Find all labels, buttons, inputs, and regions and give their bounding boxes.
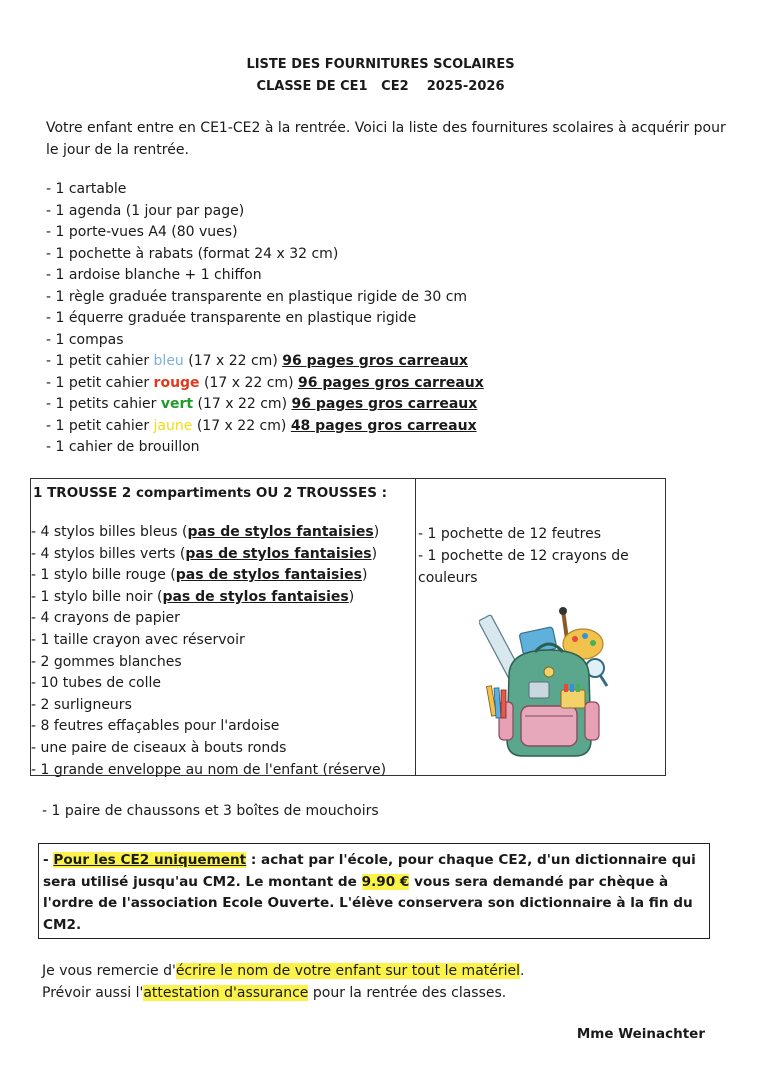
price-highlight: 9.90 € [361,873,410,890]
pen-item: - 4 stylos billes bleus (pas de stylos fantaisies) [31,524,380,540]
intro-paragraph: Votre enfant entre en CE1-CE2 à la rentrée. Voici la liste des fournitures scolaires à acquérir pour le jour de la rentrée. [46,120,726,158]
school-backpack-icon [479,606,619,764]
list-item: - 1 pochette à rabats (format 24 x 32 cm) [46,245,339,262]
list-item: - 1 cahier de brouillon [46,439,200,455]
pages-note: 96 pages gros carreaux [298,374,484,391]
pen-item: - 1 stylo bille noir (pas de stylos fantaisies) [31,588,355,605]
ce2-highlight: Pour les CE2 uniquement [53,852,247,868]
color-word-red: rouge [153,374,200,391]
column-divider [415,479,416,775]
notebook-item-green: - 1 petits cahier vert (17 x 22 cm) 96 pages gros carreaux [46,396,478,412]
list-item: - 2 surligneurs [31,696,132,713]
list-item: - 1 règle graduée transparente en plastique rigide de 30 cm [46,288,468,305]
pages-note: 96 pages gros carreaux [282,353,469,369]
pencil-case-box [30,478,666,776]
ce2-notice-box: - Pour les CE2 uniquement : achat par l'école, pour chaque CE2, d'un dictionnaire qui sera utilisé jusqu'au CM2. Le montant de 9.90 € vous sera demandé par chèque à l'ordre de l'association Ecole Ouverte. L'élève conservera son dictionnaire à la fin du CM2. [38,843,710,939]
list-item: - 1 grande enveloppe au nom de l'enfant (réserve) [31,761,387,778]
supplies-list [46,179,484,459]
list-item: - 1 taille crayon avec réservoir [31,631,245,648]
insurance-reminder: Prévoir aussi l'attestation d'assurance pour la rentrée des classes. [42,985,507,1001]
list-item: - 10 tubes de colle [31,675,161,692]
list-item: - 1 porte-vues A4 (80 vues) [46,224,238,240]
list-item: - 1 compas [46,331,124,348]
closing-notes [42,960,524,1004]
list-item: - 1 équerre graduée transparente en plastique rigide [46,310,417,326]
list-item: - 1 pochette de 12 feutres [418,526,602,542]
extra-item: - 1 paire de chaussons et 3 boîtes de mouchoirs [42,803,379,819]
name-reminder: Je vous remercie d'écrire le nom de votre enfant sur tout le matériel. [42,963,525,979]
page-title: LISTE DES FOURNITURES SCOLAIRES [246,57,515,72]
color-word-green: vert [160,396,194,412]
pen-item: - 1 stylo bille rouge (pas de stylos fantaisies) [31,567,368,584]
list-item: - 1 pochette de 12 crayons de couleurs [418,548,629,586]
page-subtitle: CLASSE DE CE1 CE2 2025-2026 [256,79,505,94]
notebook-item-blue: - 1 petit cahier bleu (17 x 22 cm) 96 pages gros carreaux [46,353,469,369]
colors-list [418,523,658,589]
list-item: - 1 agenda (1 jour par page) [46,202,245,219]
pencil-case-list [31,522,386,781]
pencil-case-heading: 1 TROUSSE 2 compartiments OU 2 TROUSSES : [33,485,388,501]
notebook-item-yellow: - 1 petit cahier jaune (17 x 22 cm) 48 pages gros carreaux [46,417,477,434]
pages-note: 48 pages gros carreaux [290,417,477,434]
list-item: - 8 feutres effaçables pour l'ardoise [31,718,280,735]
color-word-blue: bleu [153,353,184,369]
list-item: - 1 ardoise blanche + 1 chiffon [46,267,262,283]
list-item: - 1 cartable [46,181,127,197]
list-item: - 2 gommes blanches [31,653,182,670]
pages-note: 96 pages gros carreaux [291,396,478,412]
signature: Mme Weinachter [576,1026,705,1042]
list-item: - une paire de ciseaux à bouts ronds [31,739,287,756]
notebook-item-red: - 1 petit cahier rouge (17 x 22 cm) 96 pages gros carreaux [46,374,484,391]
list-item: - 4 crayons de papier [31,610,180,627]
color-word-yellow: jaune [153,417,193,434]
pen-item: - 4 stylos billes verts (pas de stylos fantaisies) [31,545,378,562]
